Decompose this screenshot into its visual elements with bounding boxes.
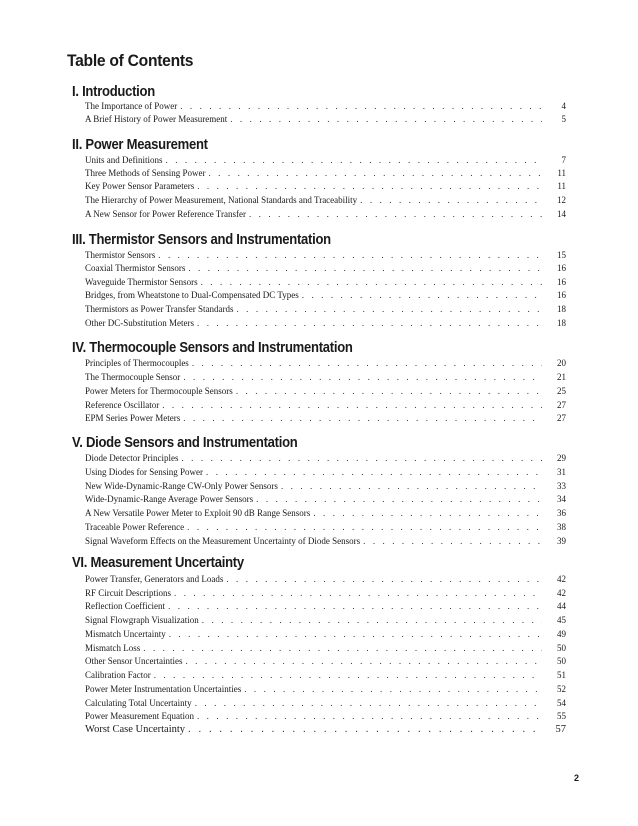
entry-page-number: 42 <box>557 574 566 584</box>
entry-page-number: 29 <box>557 453 566 463</box>
toc-entry[interactable] <box>85 316 566 330</box>
entry-page-number: 31 <box>557 467 566 477</box>
toc-entry[interactable] <box>85 682 566 696</box>
toc-entry[interactable] <box>85 451 566 465</box>
entry-title: A Brief History of Power Measurement <box>85 114 228 124</box>
section-heading: VI. Measurement Uncertainty <box>72 555 244 571</box>
entry-page-number: 42 <box>557 588 566 598</box>
entry-title: Thermistors as Power Transfer Standards <box>85 304 234 314</box>
toc-entry[interactable] <box>85 112 566 126</box>
dot-leader <box>162 398 542 412</box>
dot-leader <box>143 641 542 655</box>
entry-page-number: 16 <box>557 290 566 300</box>
entry-page-number: 50 <box>557 643 566 653</box>
entry-title: The Importance of Power <box>85 101 178 111</box>
toc-entry[interactable] <box>85 207 566 221</box>
entry-title: Reference Oscillator <box>85 400 160 410</box>
dot-leader <box>187 520 542 534</box>
entry-page-number: 16 <box>557 263 566 273</box>
entry-page-number: 44 <box>557 601 566 611</box>
toc-entry[interactable] <box>85 99 566 113</box>
entry-title: The Thermocouple Sensor <box>85 372 181 382</box>
dot-leader <box>181 451 542 465</box>
toc-entry[interactable] <box>85 384 566 398</box>
section-heading: IV. Thermocouple Sensors and Instrumentation <box>72 340 353 356</box>
toc-entry[interactable] <box>85 153 566 167</box>
toc-entry[interactable] <box>85 302 566 316</box>
entry-title: Key Power Sensor Parameters <box>85 181 195 191</box>
section-heading: V. Diode Sensors and Instrumentation <box>72 435 298 451</box>
entry-page-number: 52 <box>557 684 566 694</box>
entry-title: Power Transfer, Generators and Loads <box>85 574 224 584</box>
entry-title: Calculating Total Uncertainty <box>85 698 192 708</box>
entry-page-number: 38 <box>557 522 566 532</box>
toc-entry[interactable] <box>85 506 566 520</box>
toc-entry[interactable] <box>85 599 566 613</box>
dot-leader <box>197 709 542 723</box>
toc-entry[interactable] <box>85 709 566 723</box>
entry-page-number: 34 <box>557 494 566 504</box>
entry-title: Power Meters for Thermocouple Sensors <box>85 386 233 396</box>
toc-entry[interactable] <box>85 723 566 737</box>
entry-page-number: 7 <box>561 155 566 165</box>
entry-page-number: 12 <box>557 195 566 205</box>
entry-page-number: 55 <box>557 711 566 721</box>
dot-leader <box>363 534 542 548</box>
entry-page-number: 57 <box>555 724 566 735</box>
dot-leader <box>183 370 542 384</box>
toc-entry[interactable] <box>85 248 566 262</box>
dot-leader <box>226 572 542 586</box>
entry-page-number: 18 <box>557 318 566 328</box>
entry-page-number: 27 <box>557 400 566 410</box>
entry-page-number: 11 <box>557 181 566 191</box>
entry-page-number: 45 <box>557 615 566 625</box>
page-title: Table of Contents <box>67 51 194 70</box>
dot-leader <box>360 193 542 207</box>
entry-title: Coaxial Thermistor Sensors <box>85 263 186 273</box>
toc-entry[interactable] <box>85 492 566 506</box>
entry-title: Waveguide Thermistor Sensors <box>85 277 198 287</box>
dot-leader <box>166 153 543 167</box>
dot-leader <box>208 166 542 180</box>
dot-leader <box>174 586 542 600</box>
dot-leader <box>197 316 542 330</box>
toc-entry[interactable] <box>85 613 566 627</box>
dot-leader <box>313 506 542 520</box>
entry-title: A New Sensor for Power Reference Transfer <box>85 209 246 219</box>
entry-title: Mismatch Uncertainty <box>85 629 166 639</box>
entry-page-number: 33 <box>557 481 566 491</box>
dot-leader <box>197 179 542 193</box>
toc-entry[interactable] <box>85 641 566 655</box>
entry-title: Diode Detector Principles <box>85 453 179 463</box>
entry-title: Worst Case Uncertainty <box>85 724 186 735</box>
toc-entry[interactable] <box>85 572 566 586</box>
toc-entry[interactable] <box>85 668 566 682</box>
dot-leader <box>192 356 542 370</box>
entry-page-number: 14 <box>557 209 566 219</box>
dot-leader <box>244 682 542 696</box>
toc-entry[interactable] <box>85 193 566 207</box>
toc-entry[interactable] <box>85 288 566 302</box>
entry-page-number: 5 <box>561 114 566 124</box>
page-number: 2 <box>574 773 580 783</box>
toc-entry[interactable] <box>85 411 566 425</box>
dot-leader <box>236 384 542 398</box>
entry-title: Traceable Power Reference <box>85 522 185 532</box>
entry-title: RF Circuit Descriptions <box>85 588 171 598</box>
dot-leader <box>168 599 542 613</box>
entry-page-number: 16 <box>557 277 566 287</box>
toc-entry[interactable] <box>85 654 566 668</box>
entry-title: Units and Definitions <box>85 155 163 165</box>
entry-title: Mismatch Loss <box>85 643 141 653</box>
entry-title: New Wide-Dynamic-Range CW-Only Power Sensors <box>85 481 278 491</box>
entry-title: Reflection Coefficient <box>85 601 166 611</box>
dot-leader <box>195 696 542 710</box>
entry-title: Power Measurement Equation <box>85 711 194 721</box>
section-heading: III. Thermistor Sensors and Instrumentation <box>72 232 331 248</box>
entry-title: Bridges, from Wheatstone to Dual-Compensated DC Types <box>85 290 299 300</box>
entry-page-number: 36 <box>557 508 566 518</box>
toc-entry[interactable] <box>85 356 566 370</box>
section-heading: II. Power Measurement <box>72 137 208 153</box>
toc-entry[interactable] <box>85 275 566 289</box>
entry-page-number: 39 <box>557 536 566 546</box>
section-heading: I. Introduction <box>72 84 155 100</box>
toc-entry[interactable] <box>85 696 566 710</box>
toc-entry[interactable] <box>85 534 566 548</box>
entry-title: Using Diodes for Sensing Power <box>85 467 203 477</box>
dot-leader <box>154 668 542 682</box>
entry-title: Other Sensor Uncertainties <box>85 656 183 666</box>
dot-leader <box>202 613 542 627</box>
dot-leader <box>230 112 542 126</box>
entry-page-number: 50 <box>557 656 566 666</box>
entry-title: Signal Waveform Effects on the Measurement Uncertainty of Diode Sensors <box>85 536 361 546</box>
toc-entry[interactable] <box>85 520 566 534</box>
toc-entry[interactable] <box>85 627 566 641</box>
toc-entry[interactable] <box>85 479 566 493</box>
dot-leader <box>188 261 542 275</box>
entry-page-number: 54 <box>557 698 566 708</box>
entry-title: Signal Flowgraph Visualization <box>85 615 199 625</box>
dot-leader <box>169 627 542 641</box>
entry-page-number: 27 <box>557 413 566 423</box>
entry-page-number: 15 <box>557 250 566 260</box>
dot-leader <box>180 99 542 113</box>
entry-title: EPM Series Power Meters <box>85 413 181 423</box>
dot-leader <box>256 492 542 506</box>
entry-page-number: 21 <box>557 372 566 382</box>
dot-leader <box>206 465 542 479</box>
entry-title: Principles of Thermocouples <box>85 358 189 368</box>
dot-leader <box>185 654 542 668</box>
dot-leader <box>183 411 542 425</box>
toc-entry[interactable] <box>85 166 566 180</box>
entry-page-number: 25 <box>557 386 566 396</box>
dot-leader <box>158 248 542 262</box>
entry-title: Calibration Factor <box>85 670 151 680</box>
toc-entry[interactable] <box>85 465 566 479</box>
entry-page-number: 11 <box>557 168 566 178</box>
toc-entry[interactable] <box>85 370 566 384</box>
entry-page-number: 49 <box>557 629 566 639</box>
dot-leader <box>302 288 542 302</box>
entry-title: Other DC-Substitution Meters <box>85 318 194 328</box>
toc-entry[interactable] <box>85 179 566 193</box>
entry-title: Wide-Dynamic-Range Average Power Sensors <box>85 494 254 504</box>
entry-title: Three Methods of Sensing Power <box>85 168 206 178</box>
dot-leader <box>201 275 542 289</box>
entry-title: Thermistor Sensors <box>85 250 156 260</box>
entry-title: The Hierarchy of Power Measurement, National Standards and Traceability <box>85 195 358 205</box>
toc-entry[interactable] <box>85 586 566 600</box>
dot-leader <box>236 302 542 316</box>
dot-leader <box>188 723 542 737</box>
toc-entry[interactable] <box>85 261 566 275</box>
entry-title: Power Meter Instrumentation Uncertainties <box>85 684 242 694</box>
entry-title: A New Versatile Power Meter to Exploit 90 dB Range Sensors <box>85 508 311 518</box>
dot-leader <box>281 479 542 493</box>
entry-page-number: 20 <box>557 358 566 368</box>
entry-page-number: 4 <box>561 101 566 111</box>
entry-page-number: 18 <box>557 304 566 314</box>
toc-entry[interactable] <box>85 398 566 412</box>
entry-page-number: 51 <box>557 670 566 680</box>
dot-leader <box>249 207 542 221</box>
